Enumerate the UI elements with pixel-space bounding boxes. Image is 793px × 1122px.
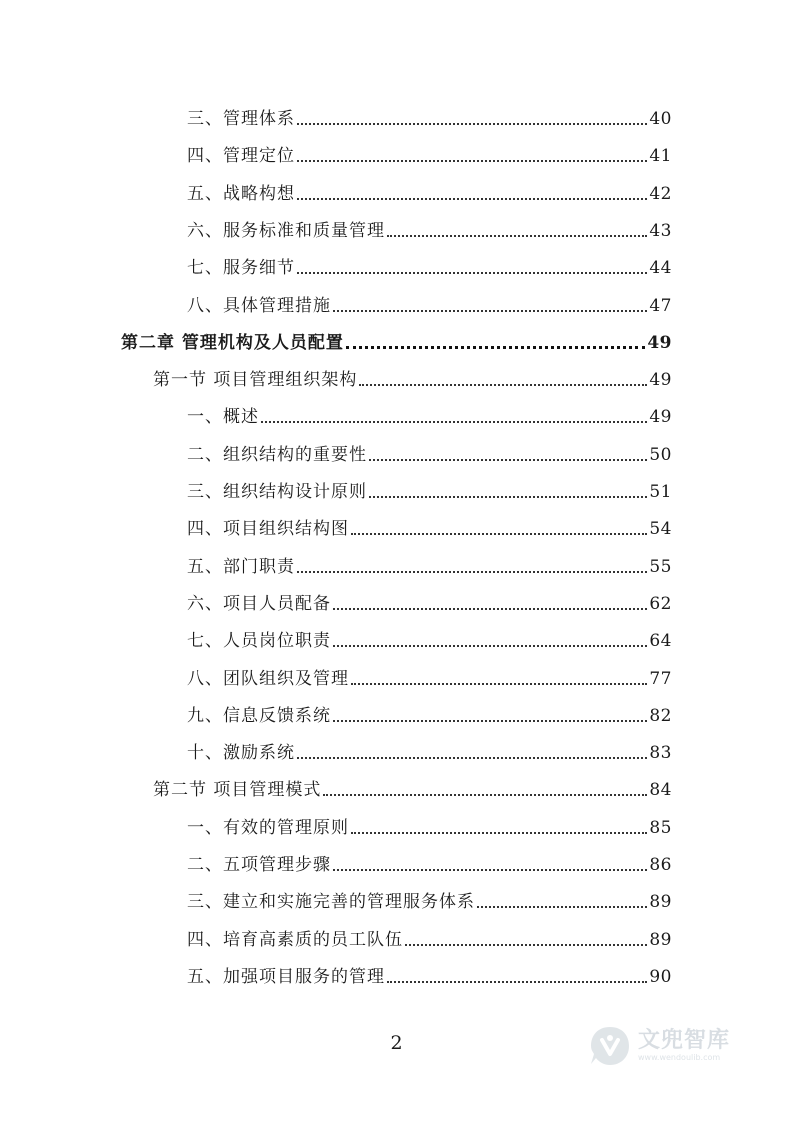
toc-entry-page: 42 [649,183,672,204]
toc-dot-leader [297,160,647,162]
toc-entry [187,591,672,617]
toc-entry-title: 一、有效的管理原则 [187,817,349,838]
toc-entry-title: 四、项目组织结构图 [187,519,349,540]
toc-entry [187,554,672,580]
toc-dot-leader [261,421,647,423]
toc-dot-leader [346,346,645,349]
toc-dot-leader [297,757,647,759]
toc-dot-leader [369,496,647,498]
toc-entry-page: 51 [649,482,672,502]
toc-entry [187,106,672,132]
toc-dot-leader [351,832,647,834]
toc-entry-page: 89 [649,892,672,913]
toc-entry-title: 四、管理定位 [187,146,295,167]
toc-dot-leader [297,198,647,200]
toc-entry-title: 七、人员岗位职责 [187,631,331,652]
toc-entry [187,852,672,878]
toc-entry-title: 五、部门职责 [187,556,295,577]
toc-entry [187,740,672,766]
toc-entry-page: 62 [649,593,672,614]
toc-entry-page: 43 [649,220,672,241]
toc-dot-leader [333,310,647,312]
toc-dot-leader [387,235,647,237]
toc-entry [187,218,672,244]
toc-entry [187,815,672,841]
toc-entry-title: 六、服务标准和质量管理 [187,220,385,241]
toc-entry-page: 40 [649,109,672,129]
toc-entry-title: 一、概述 [187,407,259,428]
toc-entry-title: 九、信息反馈系统 [187,705,331,726]
toc-entry-title: 三、组织结构设计原则 [187,482,367,502]
toc-dot-leader [405,944,647,946]
toc-dot-leader [323,794,647,796]
toc-dot-leader [333,720,647,722]
toc-entry-page: 77 [649,668,672,689]
toc-dot-leader [297,123,647,125]
toc-dot-leader [387,981,647,983]
toc-entry-page: 50 [649,444,672,465]
toc-entry-page: 49 [647,332,672,353]
toc-entry [187,255,672,281]
toc-entry [187,964,672,990]
toc-entry [187,143,672,169]
toc-entry [187,404,672,430]
watermark-url: www.wendoulib.com [638,1053,721,1062]
toc-entry-title: 三、建立和实施完善的管理服务体系 [187,892,475,913]
toc-entry [187,703,672,729]
toc-entry-page: 54 [649,519,672,540]
toc-entry-page: 85 [649,817,672,838]
toc-dot-leader [351,533,647,535]
toc-entry-title: 十、激励系统 [187,743,295,764]
toc-entry-title: 第一节 项目管理组织架构 [153,370,358,391]
toc-entry-title: 八、团队组织及管理 [187,668,349,689]
page-number: 2 [390,1032,403,1054]
toc-entry-title: 八、具体管理措施 [187,295,331,316]
toc-dot-leader [297,272,647,274]
toc-entry [187,927,672,953]
toc-entry [187,293,672,319]
toc-entry-title: 六、项目人员配备 [187,593,331,614]
toc-entry-page: 49 [649,370,672,391]
toc-entry-title: 五、战略构想 [187,183,295,204]
toc-entry-page: 49 [649,407,672,428]
toc-entry [187,442,672,468]
toc-entry-title: 第二章 管理机构及人员配置 [121,332,344,353]
toc-dot-leader [333,645,647,647]
toc-entry [121,330,672,356]
toc-entry [187,628,672,654]
toc-entry [153,777,672,803]
toc-entry-title: 三、管理体系 [187,109,295,129]
toc-entry-page: 44 [649,258,672,279]
toc-entry-page: 86 [649,855,672,875]
toc-entry-page: 64 [649,631,672,652]
toc-entry [187,479,672,505]
toc-entry-title: 第二节 项目管理模式 [153,780,322,801]
toc-dot-leader [297,571,647,573]
wendou-logo-icon [588,1024,632,1068]
toc-entry-page: 83 [649,743,672,764]
toc-dot-leader [369,459,647,461]
toc-entry-page: 55 [649,556,672,577]
toc-dot-leader [359,384,647,386]
toc-entry [187,666,672,692]
toc-entry-title: 二、五项管理步骤 [187,855,331,875]
toc-entry-title: 四、培育高素质的员工队伍 [187,929,403,950]
toc-entry [187,516,672,542]
watermark [588,1018,758,1074]
toc-dot-leader [333,869,647,871]
toc-entry [187,889,672,915]
toc-entry [153,367,672,393]
toc-dot-leader [351,683,647,685]
toc-entry-page: 89 [649,929,672,950]
toc-dot-leader [333,608,647,610]
toc-dot-leader [477,906,647,908]
toc-entry-page: 82 [649,705,672,726]
toc-entry-title: 五、加强项目服务的管理 [187,966,385,987]
toc-entry-title: 七、服务细节 [187,258,295,279]
watermark-name: 文兜智库 [638,1028,731,1053]
toc-entry-page: 90 [649,966,672,987]
toc-entry [187,181,672,207]
toc-entry-page: 84 [649,780,672,801]
toc-entry-page: 47 [649,295,672,316]
toc-entry-title: 二、组织结构的重要性 [187,444,367,465]
toc-entry-page: 41 [649,146,672,167]
